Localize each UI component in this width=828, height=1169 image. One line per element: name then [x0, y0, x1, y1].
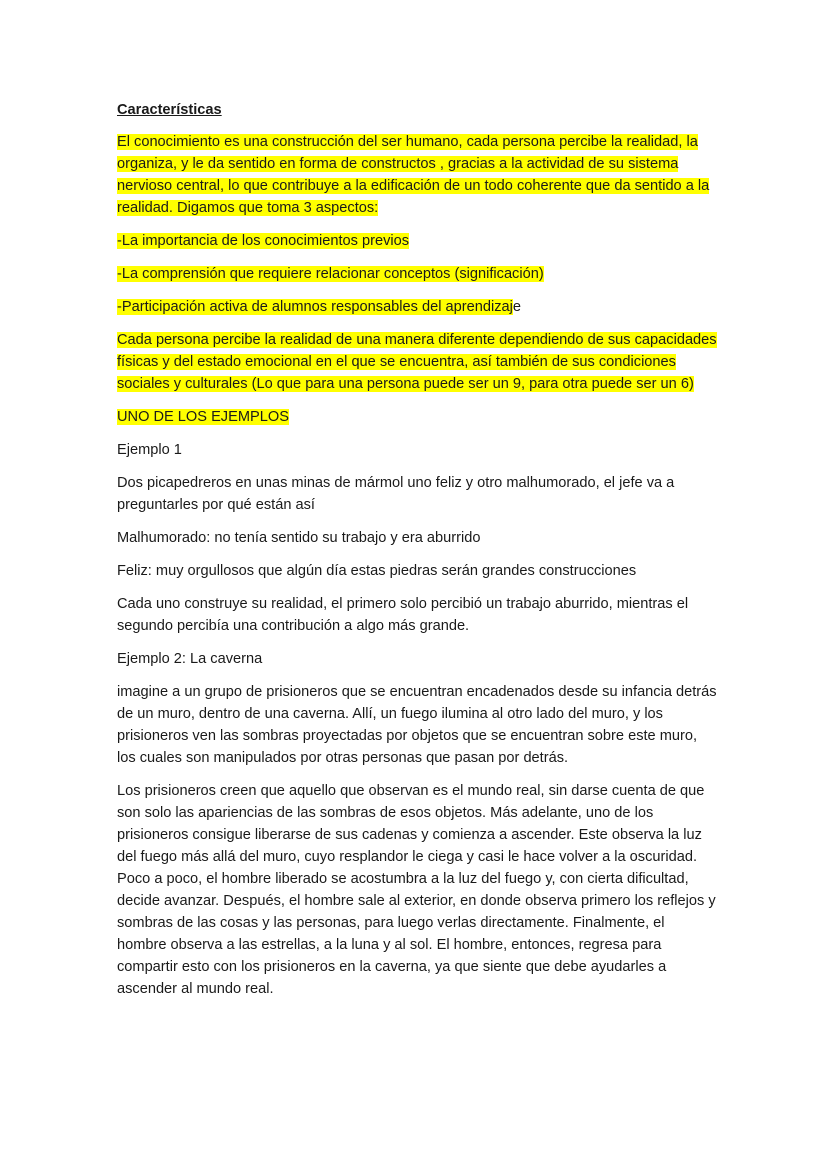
example-2-paragraph-2: Los prisioneros creen que aquello que observan es el mundo real, sin darse cuenta de que son solo las apariencias de las sombras de esos objetos. Más adelante, uno de los prisioneros consigue liberarse de sus cadenas y comienza a ascender. Este observa la luz del fuego más allá del muro, cuyo resplandor le ciega y casi le hace volver a la oscuridad. Poco a poco, el hombre liberado se acostumbra a la luz del fuego y, con cierta dificultad, decide avanzar. Después, el hombre sale al exterior, en donde observa primero los reflejos y sombras de las cosas y las personas, para luego verlas directamente. Finalmente, el hombre observa a las estrellas, a la luna y al sol. El hombre, entonces, regresa para compartir esto con los prisioneros en la caverna, ya que siente que debe ayudarles a ascender al mundo real. — [117, 783, 716, 997]
perception-paragraph — [117, 329, 718, 395]
highlighted-text: -La comprensión que requiere relacionar conceptos (significación) — [117, 266, 544, 282]
aspect-item-2 — [117, 263, 718, 285]
highlighted-text: UNO DE LOS EJEMPLOS — [117, 409, 289, 425]
example-1-grumpy: Malhumorado: no tenía sentido su trabajo y era aburrido — [117, 530, 481, 546]
example-1-conclusion: Cada uno construye su realidad, el primero solo percibió un trabajo aburrido, mientras el segundo percibía una contribución a algo más grande. — [117, 596, 689, 634]
unhighlighted-tail: e — [512, 299, 522, 315]
highlighted-text: -La importancia de los conocimientos previos — [117, 233, 410, 249]
example-1-story: Dos picapedreros en unas minas de mármol uno feliz y otro malhumorado, el jefe va a preguntarles por qué están así — [117, 475, 675, 513]
aspect-item-3 — [117, 296, 718, 318]
example-1-title: Ejemplo 1 — [117, 442, 182, 458]
example-1-happy: Feliz: muy orgullosos que algún día estas piedras serán grandes construcciones — [117, 563, 637, 579]
example-2-title: Ejemplo 2: La caverna — [117, 651, 263, 667]
highlighted-text: El conocimiento es una construcción del ser humano, cada persona percibe la realidad, la organiza, y le da sentido en forma de constructos , gracias a la actividad de su sistema nervioso central, lo que contribuye a la edificación de un todo coherente que da sentido a la realidad. Digamos que toma 3 aspectos: — [117, 134, 710, 216]
example-2-paragraph-1: imagine a un grupo de prisioneros que se encuentran encadenados desde su infancia detrás de un muro, dentro de una caverna. Allí, un fuego ilumina al otro lado del muro, y los prisioneros ven las sombras proyectadas por objetos que se encuentran sobre este muro, los cuales son manipulados por otras personas que pasan por detrás. — [117, 684, 717, 766]
highlighted-text: Cada persona percibe la realidad de una manera diferente dependiendo de sus capacidades físicas y del estado emocional en el que se encuentra, así también de sus condiciones sociales y culturales (Lo que para una persona puede ser un 9, para otra puede ser un 6) — [117, 332, 717, 392]
section-heading: Características — [117, 102, 222, 118]
highlighted-text: -Participación activa de alumnos responsables del aprendizaj — [117, 299, 513, 315]
aspect-item-1 — [117, 230, 718, 252]
intro-paragraph — [117, 131, 718, 219]
examples-title — [117, 406, 718, 428]
